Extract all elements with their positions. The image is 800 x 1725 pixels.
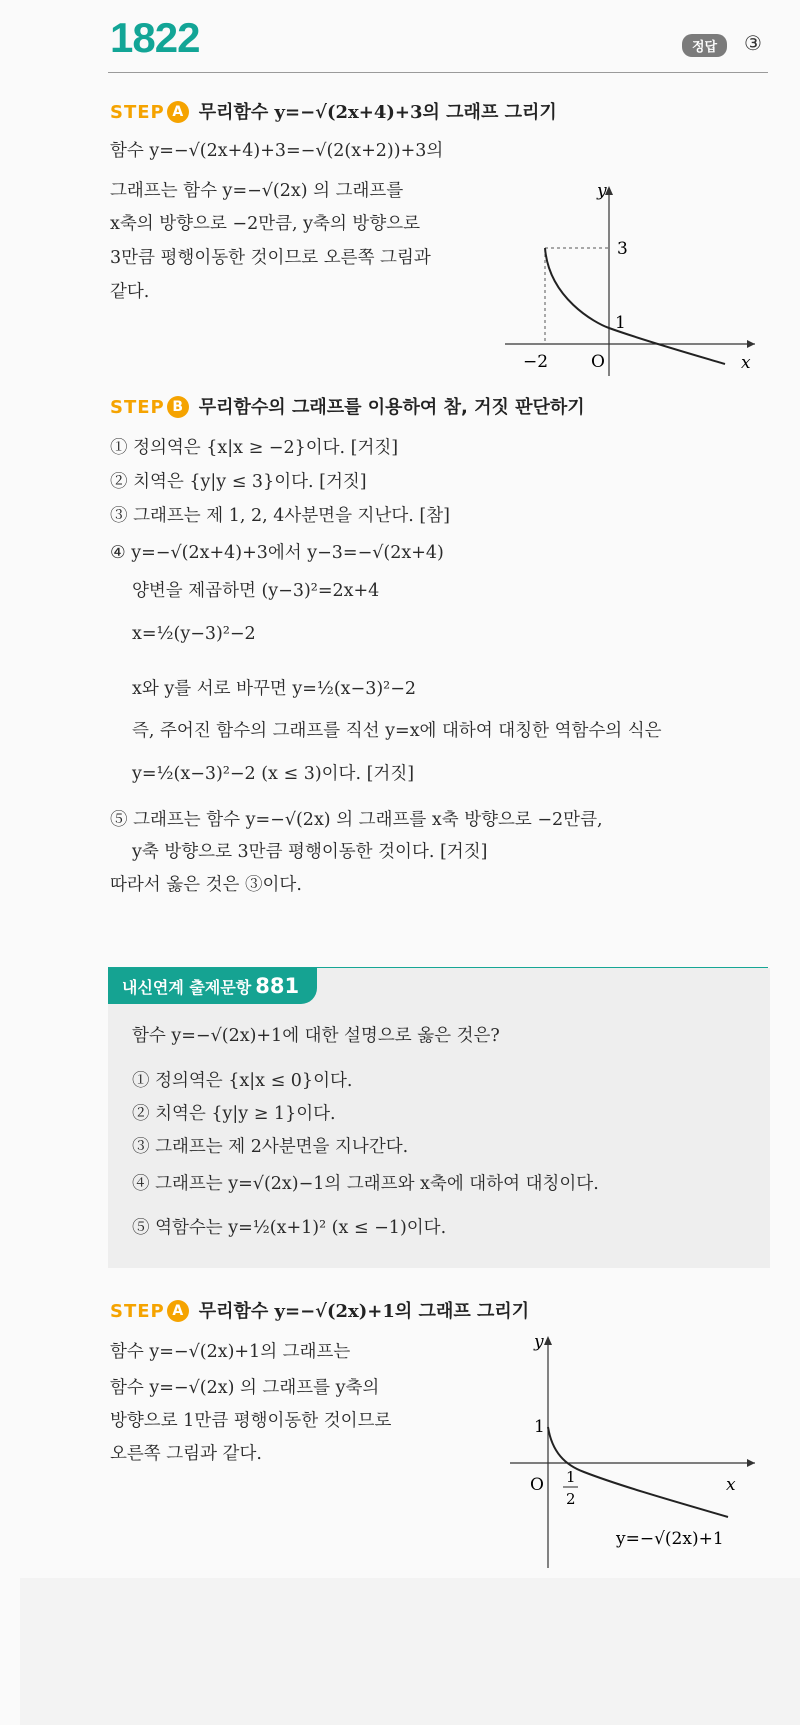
- y-axis-arrow: [544, 1336, 552, 1345]
- solution-line: 즉, 주어진 함수의 그래프를 직선 y=x에 대하여 대칭한 역함수의 식은: [132, 721, 662, 741]
- step-a-icon: A: [167, 101, 189, 123]
- option-item: ③ 그래프는 제 2사분면을 지나간다.: [132, 1137, 409, 1157]
- related-problem-tag: 내신연계 출제문항 881: [108, 968, 317, 1004]
- curve-label: y=−√(2x)+1: [616, 1529, 724, 1549]
- graph-1: [505, 178, 765, 378]
- y-intercept-label: 1: [534, 1417, 545, 1437]
- text-line: 그래프는 함수 y=−√(2x) 의 그래프를: [110, 181, 404, 201]
- text-line: 함수 y=−√(2x) 의 그래프를 y축의: [110, 1378, 380, 1398]
- option-item: ① 정의역은 {x|x ≤ 0}이다.: [132, 1071, 353, 1091]
- graph-2: [510, 1330, 765, 1575]
- curve: [545, 248, 725, 364]
- x-axis-arrow: [747, 340, 755, 348]
- text-line: 함수 y=−√(2x+4)+3=−√(2(x+2))+3의: [110, 141, 444, 161]
- problem-number: 1822: [110, 14, 200, 61]
- y-intercept-label: 1: [615, 313, 626, 333]
- bottom-margin: [20, 1578, 800, 1725]
- solution-line: ④ y=−√(2x+4)+3에서 y−3=−√(2x+4): [110, 543, 444, 563]
- text-line: x축의 방향으로 −2만큼, y축의 방향으로: [110, 214, 421, 234]
- solution-line: ⑤ 그래프는 함수 y=−√(2x) 의 그래프를 x축 방향으로 −2만큼,: [110, 810, 603, 830]
- origin-label: O: [530, 1475, 544, 1495]
- solution-line: 양변을 제곱하면 (y−3)²=2x+4: [132, 581, 380, 601]
- conclusion-line: 따라서 옳은 것은 ③이다.: [110, 875, 302, 895]
- origin-label: O: [591, 352, 605, 372]
- step-a2-heading: STEP A 무리함수 y=−√(2x)+1의 그래프 그리기: [110, 1301, 530, 1322]
- x-intercept-numerator: 1: [566, 1468, 576, 1486]
- text-line: 3만큼 평행이동한 것이므로 오른쪽 그림과: [110, 248, 431, 268]
- x-tick-label: −2: [523, 352, 549, 372]
- solution-line: y=½(x−3)²−2 (x ≤ 3)이다. [거짓]: [132, 764, 415, 784]
- step-a2-icon: A: [167, 1300, 189, 1322]
- solution-line: x=½(y−3)²−2: [132, 624, 256, 644]
- related-problem-number: 881: [255, 974, 300, 998]
- text-line: 방향으로 1만큼 평행이동한 것이므로: [110, 1411, 392, 1431]
- y-axis-label: y: [597, 181, 607, 201]
- x-axis-arrow: [747, 1459, 755, 1467]
- answer-value: ③: [744, 31, 762, 55]
- header-rule: [108, 72, 768, 73]
- solution-line: ② 치역은 {y|y ≤ 3}이다. [거짓]: [110, 472, 367, 492]
- question-stem: 함수 y=−√(2x)+1에 대한 설명으로 옳은 것은?: [132, 1026, 500, 1046]
- text-line: 오른쪽 그림과 같다.: [110, 1444, 262, 1464]
- solution-line: ③ 그래프는 제 1, 2, 4사분면을 지난다. [참]: [110, 506, 450, 526]
- solution-line: ① 정의역은 {x|x ≥ −2}이다. [거짓]: [110, 438, 399, 458]
- option-item: ② 치역은 {y|y ≥ 1}이다.: [132, 1104, 336, 1124]
- text-line: 함수 y=−√(2x)+1의 그래프는: [110, 1342, 351, 1362]
- solution-line: y축 방향으로 3만큼 평행이동한 것이다. [거짓]: [132, 842, 488, 862]
- answer-badge: 정답: [682, 34, 727, 57]
- x-intercept-denominator: 2: [566, 1490, 576, 1508]
- x-axis-label: x: [726, 1475, 736, 1495]
- x-axis-label: x: [741, 353, 751, 373]
- option-item: ④ 그래프는 y=√(2x)−1의 그래프와 x축에 대하여 대칭이다.: [132, 1174, 599, 1194]
- solution-line: x와 y를 서로 바꾸면 y=½(x−3)²−2: [132, 679, 416, 699]
- y-axis-label: y: [534, 1332, 544, 1352]
- y-start-label: 3: [617, 239, 628, 259]
- option-item: ⑤ 역함수는 y=½(x+1)² (x ≤ −1)이다.: [132, 1218, 447, 1238]
- step-a-heading: STEP A 무리함수 y=−√(2x+4)+3의 그래프 그리기: [110, 102, 557, 123]
- text-line: 같다.: [110, 282, 150, 302]
- step-b-heading: STEP B 무리함수의 그래프를 이용하여 참, 거짓 판단하기: [110, 397, 585, 418]
- step-b-icon: B: [167, 396, 189, 418]
